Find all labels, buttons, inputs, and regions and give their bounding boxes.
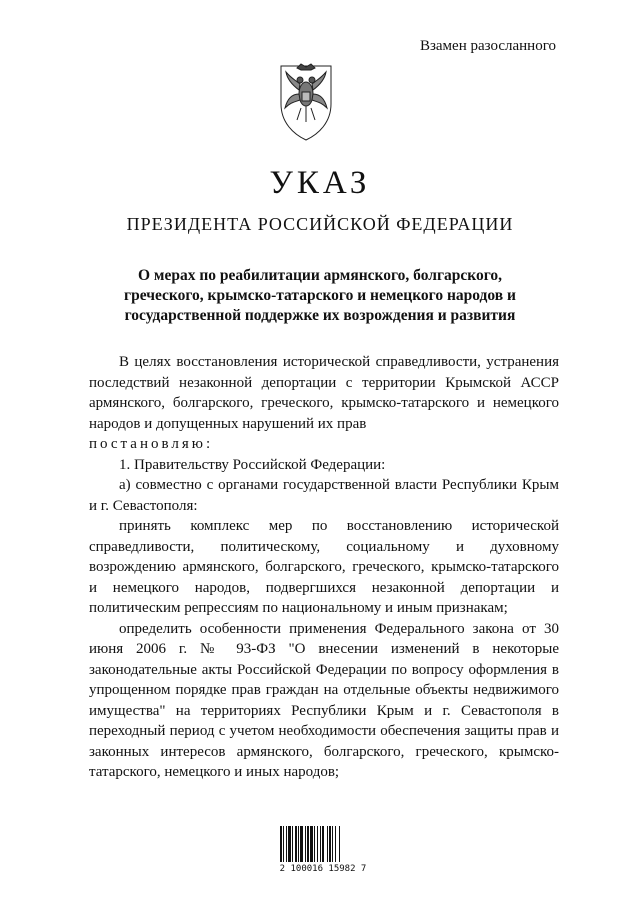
heading-line: греческого, крымско-татарского и немецкого народов и: [124, 287, 516, 304]
barcode-block: [268, 820, 378, 874]
decree-heading: [90, 266, 550, 326]
decree-title: УКАЗ: [269, 165, 371, 201]
paragraph-law: определить особенности применения Федерального закона от 30 июня 2006 г. № 93-ФЗ "О внесении изменений в некоторые законодательные акты Российской Федерации по вопросу оформления в упрощенном порядке прав граждан на отдельные объекты недвижимого имущества" на территориях Республики Крым и г. Севастополя в переходный период с учетом необходимости обеспечения защиты прав и законных интересов армянского, болгарского, греческого, крымско-татарского, немецкого и иных народов;: [89, 620, 559, 780]
paragraph-item-1: 1. Правительству Российской Федерации:: [119, 456, 386, 473]
heading-line: государственной поддержке их возрождения и развития: [124, 307, 516, 324]
decree-body: [89, 352, 559, 783]
paragraph-subitem-a: а) совместно с органами государственной власти Республики Крым и г. Севастополя:: [89, 477, 559, 514]
decree-subtitle: ПРЕЗИДЕНТА РОССИЙСКОЙ ФЕДЕРАЦИИ: [126, 214, 514, 234]
heading-line: О мерах по реабилитации армянского, болгарского,: [137, 267, 503, 284]
replacement-stamp: Взамен разосланного: [419, 38, 556, 54]
paragraph-measures: принять комплекс мер по восстановлению исторической справедливости, политическому, социальному и духовному возрождению армянского, болгарского, греческого, крымско-татарского и немецкого народов, подвергшихся незаконной депортации и политическим репрессиям по национальному и иным признакам;: [89, 518, 559, 616]
barcode-digits: 2 100016 15982 7: [279, 864, 367, 874]
paragraph-preamble: В целях восстановления исторической справедливости, устранения последствий незаконной депортации с территории Крымской АССР армянского, болгарского, греческого, крымско-татарского и немецкого народов и допущенных нарушений их прав: [89, 354, 559, 432]
barcode-icon: [278, 820, 368, 864]
coat-of-arms-icon: [273, 60, 339, 142]
paragraph-decree: постановляю:: [89, 436, 214, 452]
